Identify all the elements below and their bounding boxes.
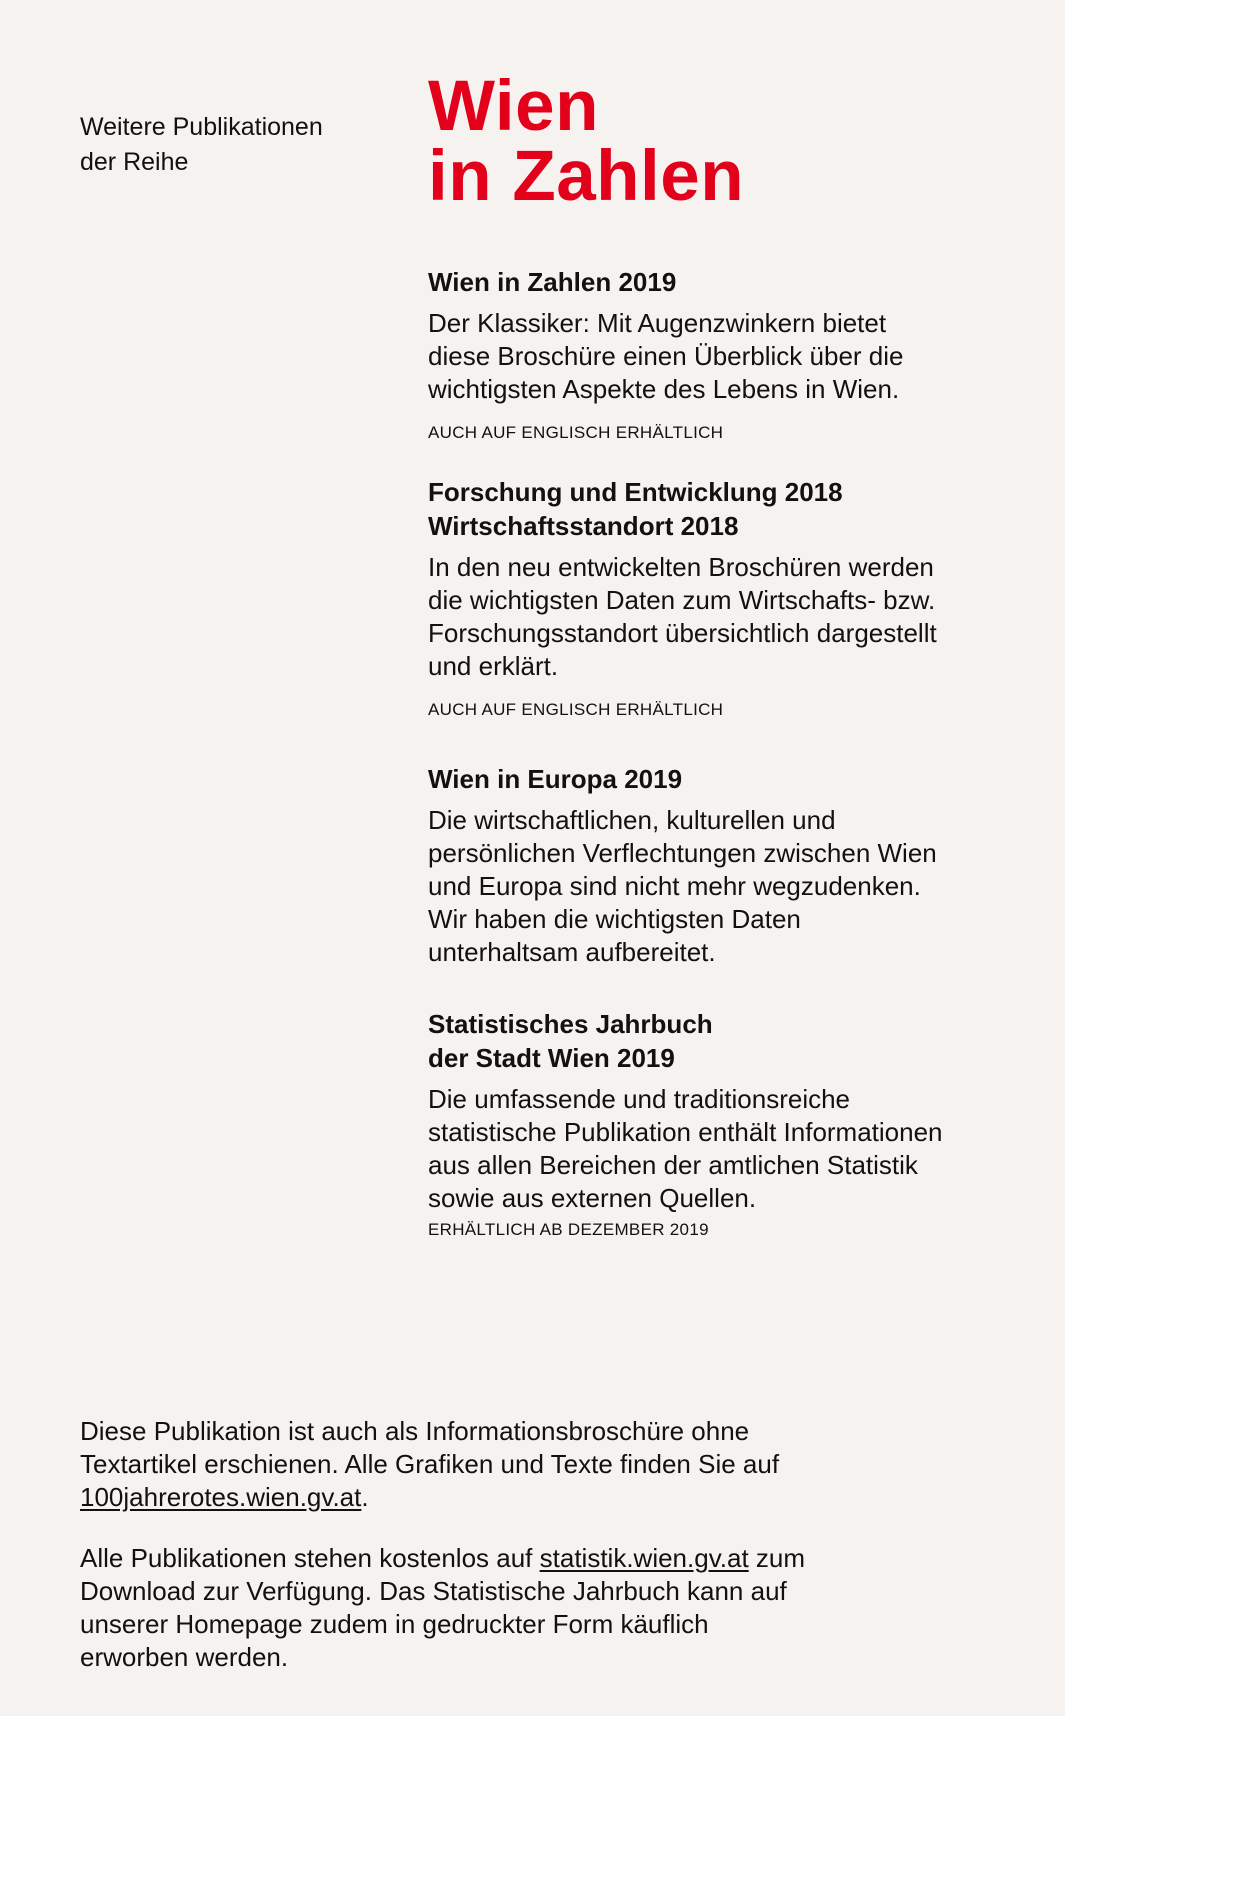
website-link-100jahrerotes[interactable]: 100jahrerotes.wien.gv.at [80,1482,362,1512]
footer-text-end: . [361,1482,369,1512]
publication-description: Die wirtschaftlichen, kulturellen und persönlichen Verflechtungen zwischen Wien und Europa sind nicht mehr wegzudenken. Wir haben die wichtigsten Daten unterhaltsam aufbereitet. [428,805,937,967]
publication-wien-in-europa [428,762,948,1007]
publication-description: In den neu entwickelten Broschüren werden die wichtigsten Daten zum Wirtschafts- bzw. Forschungsstandort übersichtlich dargestellt und erklärt. [428,552,937,681]
publication-description: Die umfassende und traditionsreiche statistische Publikation enthält Informationen aus allen Bereichen der amtlichen Statistik sowie aus externen Quellen. [428,1084,943,1213]
publication-list [428,265,948,1265]
brand-title-line2: in Zahlen [428,137,745,216]
publication-title-line: Wirtschaftsstandort 2018 [428,511,739,541]
publication-description: Der Klassiker: Mit Augenzwinkern bietet diese Broschüre einen Überblick über die wichtigsten Aspekte des Lebens in Wien. [428,308,904,404]
publication-title-line: Statistisches Jahrbuch [428,1009,713,1039]
brand-title [428,67,745,216]
publication-wien-in-zahlen [428,265,948,475]
publication-title-line: Wien in Europa 2019 [428,764,683,794]
footer-paragraph-brochure [80,1415,820,1514]
footer-paragraph-download [80,1542,820,1674]
series-label-line1: Weitere Publikationen [80,113,323,141]
series-label [80,110,380,180]
brand-title-line1: Wien [428,67,599,146]
publication-availability-note: AUCH AUF ENGLISCH ERHÄLTLICH [428,423,724,442]
footer-text: Alle Publikationen stehen kostenlos auf [80,1543,540,1573]
publication-title-line: Wien in Zahlen 2019 [428,267,677,297]
publication-availability-note: AUCH AUF ENGLISCH ERHÄLTLICH [428,700,724,719]
publication-statistisches-jahrbuch [428,1007,948,1241]
publication-title [428,265,948,299]
publication-title-line: Forschung und Entwicklung 2018 [428,477,843,507]
publication-availability-note: ERHÄLTLICH AB DEZEMBER 2019 [428,1220,709,1239]
publication-title [428,475,948,543]
publication-title-line: der Stadt Wien 2019 [428,1043,675,1073]
publication-title [428,1007,948,1075]
publication-title [428,762,948,796]
footer-text-end: zum Download zur Verfügung. Das Statistische Jahrbuch kann auf unserer Homepage zudem in gedruckter Form käuflich erworben werden. [80,1543,806,1672]
website-link-statistik[interactable]: statistik.wien.gv.at [539,1543,749,1573]
publication-forschung-wirtschaft [428,475,948,762]
footer-text: Diese Publikation ist auch als Informationsbroschüre ohne Textartikel erschienen. Alle Grafiken und Texte finden Sie auf [80,1416,780,1479]
footer-info [80,1415,820,1702]
series-label-line2: der Reihe [80,148,189,176]
